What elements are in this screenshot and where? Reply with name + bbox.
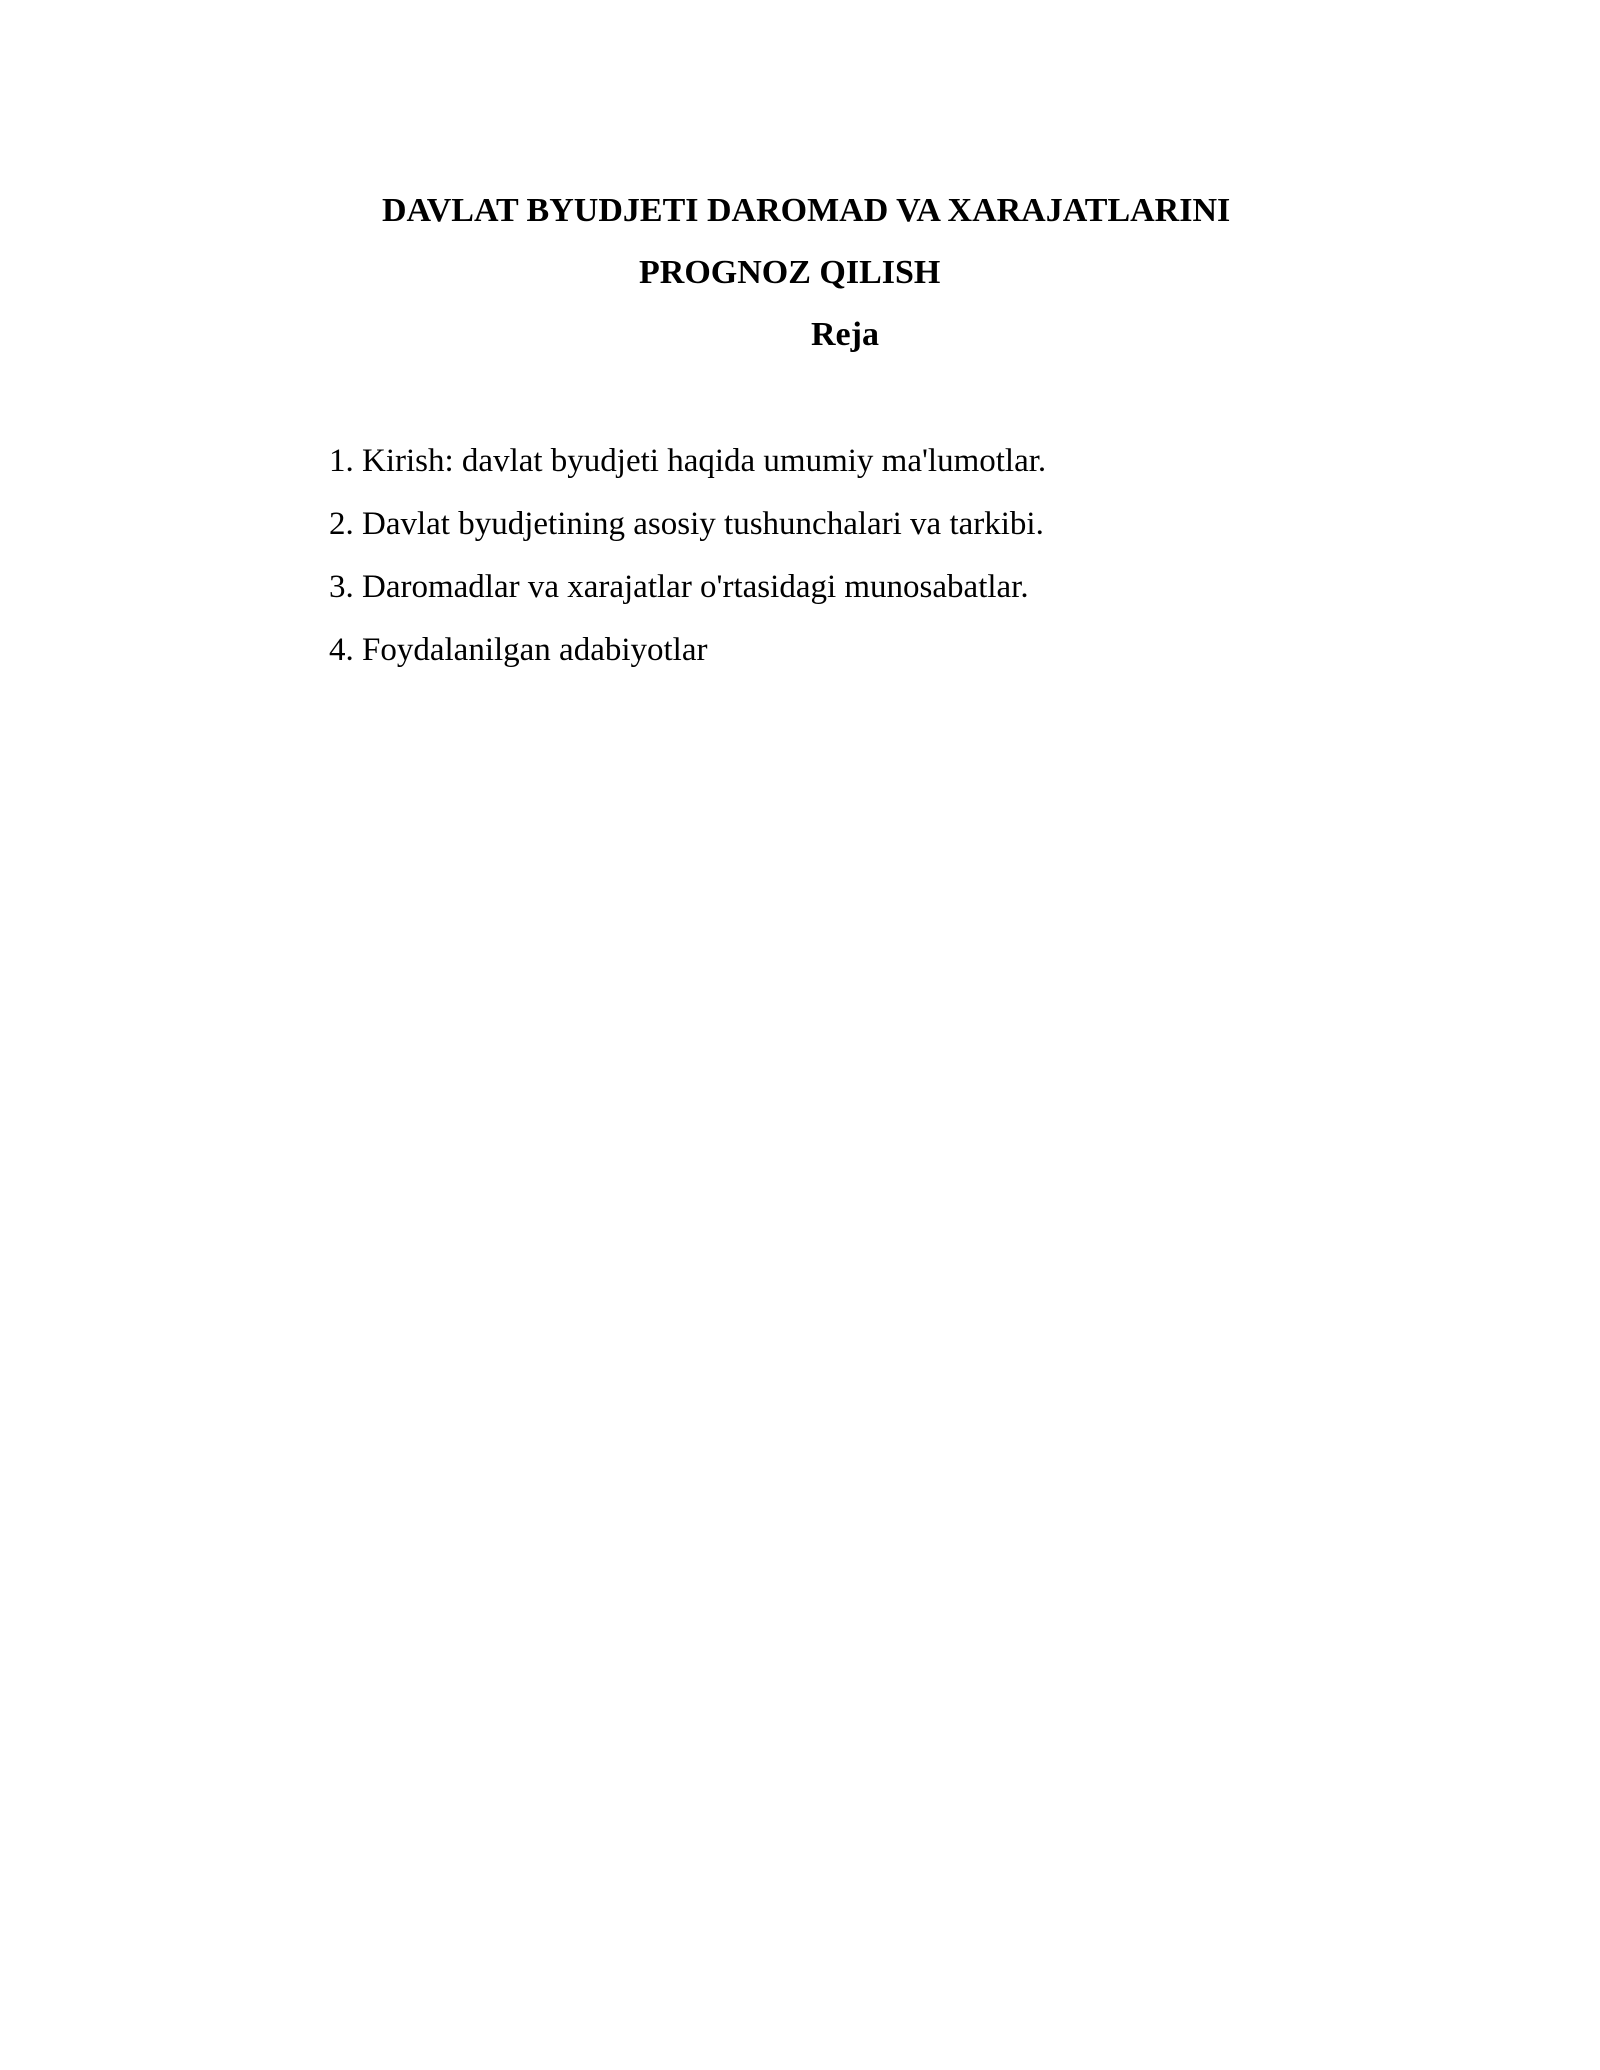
plan-item-number: 4.: [329, 632, 354, 668]
plan-item-text: Foydalanilgan adabiyotlar: [362, 632, 708, 668]
plan-item: [329, 441, 1046, 481]
plan-item-text: Davlat byudjetining asosiy tushunchalari va tarkibi.: [362, 506, 1044, 542]
plan-list: [329, 441, 1046, 693]
plan-item-text: Kirish: davlat byudjeti haqida umumiy ma'lumotlar.: [362, 443, 1047, 479]
plan-heading: Reja: [811, 316, 879, 353]
plan-item-text: Daromadlar va xarajatlar o'rtasidagi munosabatlar.: [362, 569, 1029, 605]
plan-item: [329, 630, 1046, 670]
document-title-line-2: PROGNOZ QILISH: [639, 254, 941, 291]
document-title-line-1: DAVLAT BYUDJETI DAROMAD VA XARAJATLARINI: [382, 192, 1231, 229]
plan-item: [329, 567, 1046, 607]
plan-item: [329, 504, 1046, 544]
plan-item-number: 2.: [329, 506, 354, 542]
plan-item-number: 1.: [329, 443, 354, 479]
plan-item-number: 3.: [329, 569, 354, 605]
